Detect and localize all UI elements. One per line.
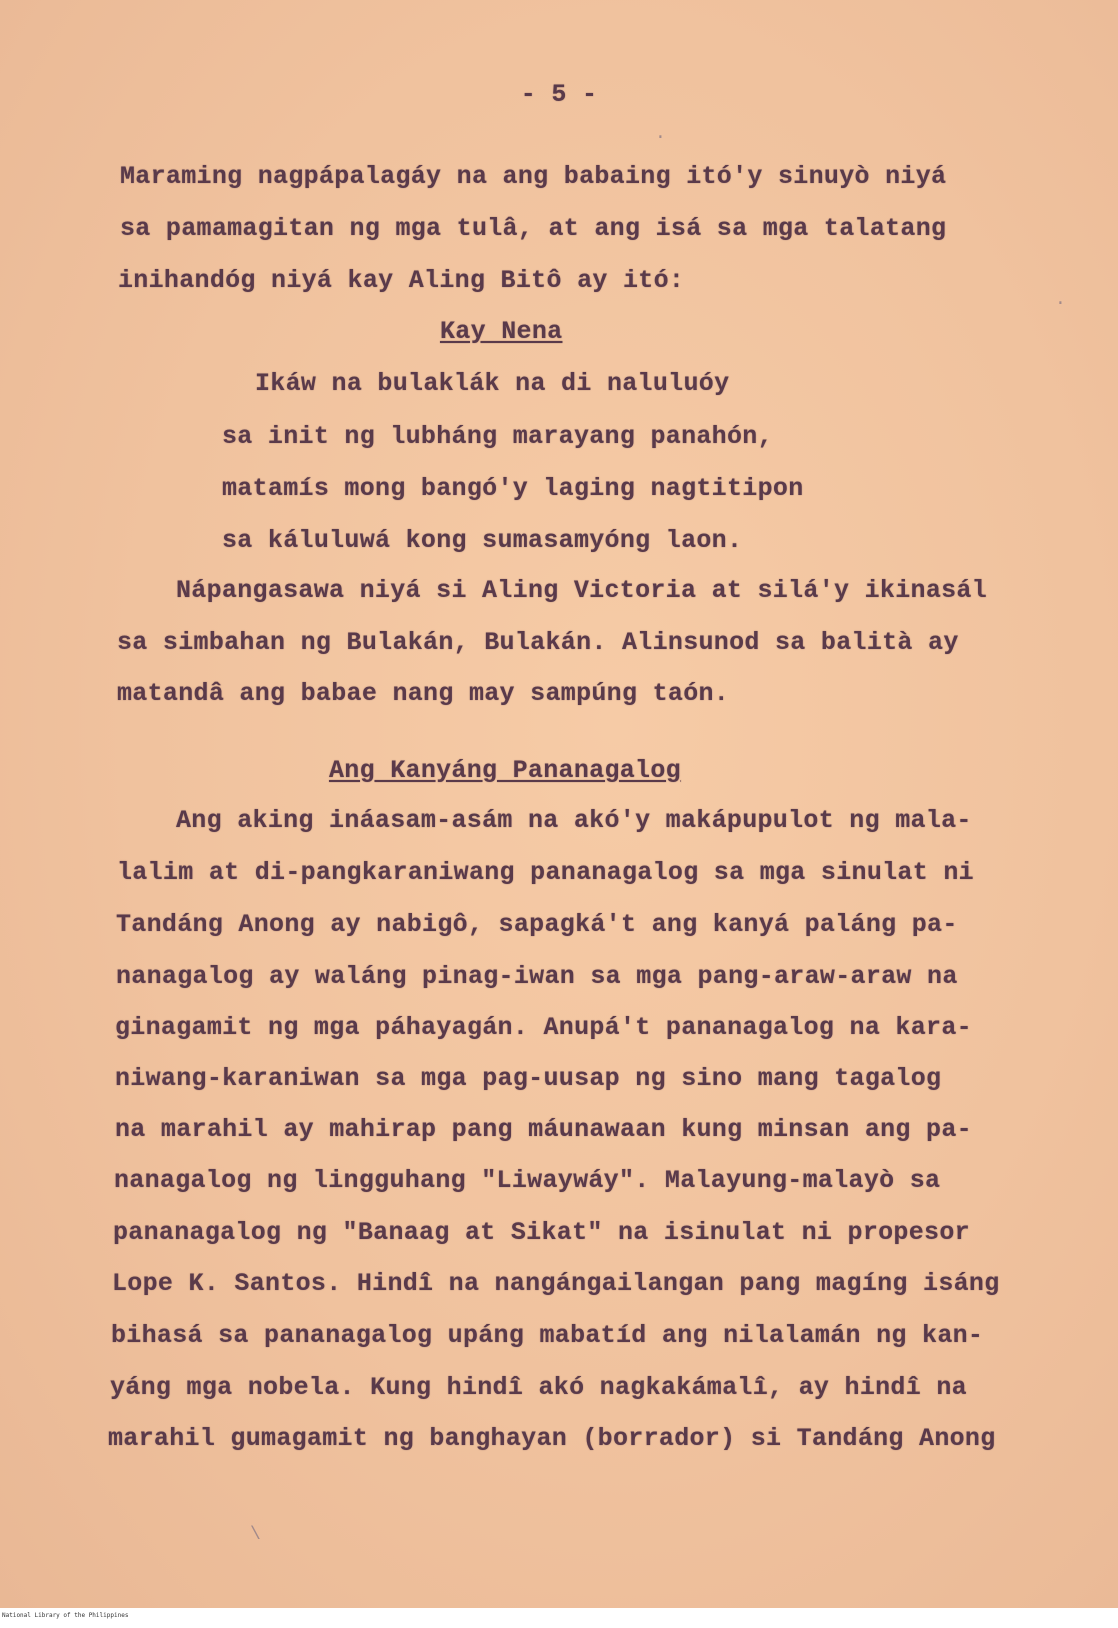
- intro-line-2: sa pamamagitan ng mga tulâ, at ang isá sa mga talatang: [120, 214, 947, 243]
- paper-speck: \: [250, 1525, 261, 1545]
- poem-line-3: matamís mong bangó'y laging nagtitipon: [222, 474, 804, 503]
- body-line-9: pananagalog ng "Banaag at Sikat" na isinulat ni propesor: [113, 1218, 970, 1247]
- body-line-1: Ang aking ináasam-asám na akó'y makápupulot ng mala-: [176, 806, 972, 835]
- marriage-line-1: Nápangasawa niyá si Aling Victoria at silá'y ikinasál: [176, 576, 988, 605]
- body-line-10: Lope K. Santos. Hindî na nangángailangan pang magíng isáng: [112, 1269, 1000, 1298]
- body-line-8: nanagalog ng lingguhang "Liwaywáy". Malayung-malayò sa: [114, 1166, 941, 1195]
- body-line-11: bihasá sa pananagalog upáng mabatíd ang nilalamán ng kan-: [111, 1321, 984, 1350]
- body-line-5: ginagamit ng mga páhayagán. Anupá't pananagalog na kara-: [115, 1013, 972, 1042]
- body-line-13: marahil gumagamit ng banghayan (borrador) si Tandáng Anong: [108, 1424, 996, 1453]
- page-number: - 5 -: [520, 80, 598, 109]
- body-line-6: niwang-karaniwan sa mga pag-uusap ng sino mang tagalog: [115, 1064, 942, 1093]
- intro-line-1: Maraming nagpápalagáy na ang babaing itó'y sinuyò niyá: [120, 162, 947, 191]
- poem-line-1: Ikáw na bulaklák na di naluluóy: [255, 369, 730, 398]
- body-line-12: yáng mga nobela. Kung hindî akó nagkakámalî, ay hindî na: [110, 1373, 967, 1402]
- paper-speck: .: [655, 124, 666, 144]
- poem-line-2: sa init ng lubháng marayang panahón,: [222, 422, 773, 451]
- section-heading: Ang Kanyáng Pananagalog: [329, 756, 681, 785]
- intro-line-3: inihandóg niyá kay Aling Bitô ay itó:: [118, 266, 685, 295]
- marriage-line-3: matandâ ang babae nang may sampúng taón.: [117, 679, 730, 708]
- paper-speck: .: [1055, 290, 1066, 310]
- poem-title: Kay Nena: [440, 317, 563, 346]
- body-line-3: Tandáng Anong ay nabigô, sapagká't ang kanyá paláng pa-: [116, 910, 958, 939]
- body-line-2: lalim at di-pangkaraniwang pananagalog sa mga sinulat ni: [117, 858, 974, 887]
- footer-credit: National Library of the Philippines: [2, 1612, 129, 1619]
- body-line-4: nanagalog ay waláng pinag-iwan sa mga pang-araw-araw na: [116, 962, 958, 991]
- poem-line-4: sa káluluwá kong sumasamyóng laon.: [222, 526, 743, 555]
- footer-strip: [0, 1608, 1118, 1628]
- marriage-line-2: sa simbahan ng Bulakán, Bulakán. Alinsunod sa balità ay: [117, 628, 959, 657]
- body-line-7: na marahil ay mahirap pang máunawaan kung minsan ang pa-: [115, 1115, 972, 1144]
